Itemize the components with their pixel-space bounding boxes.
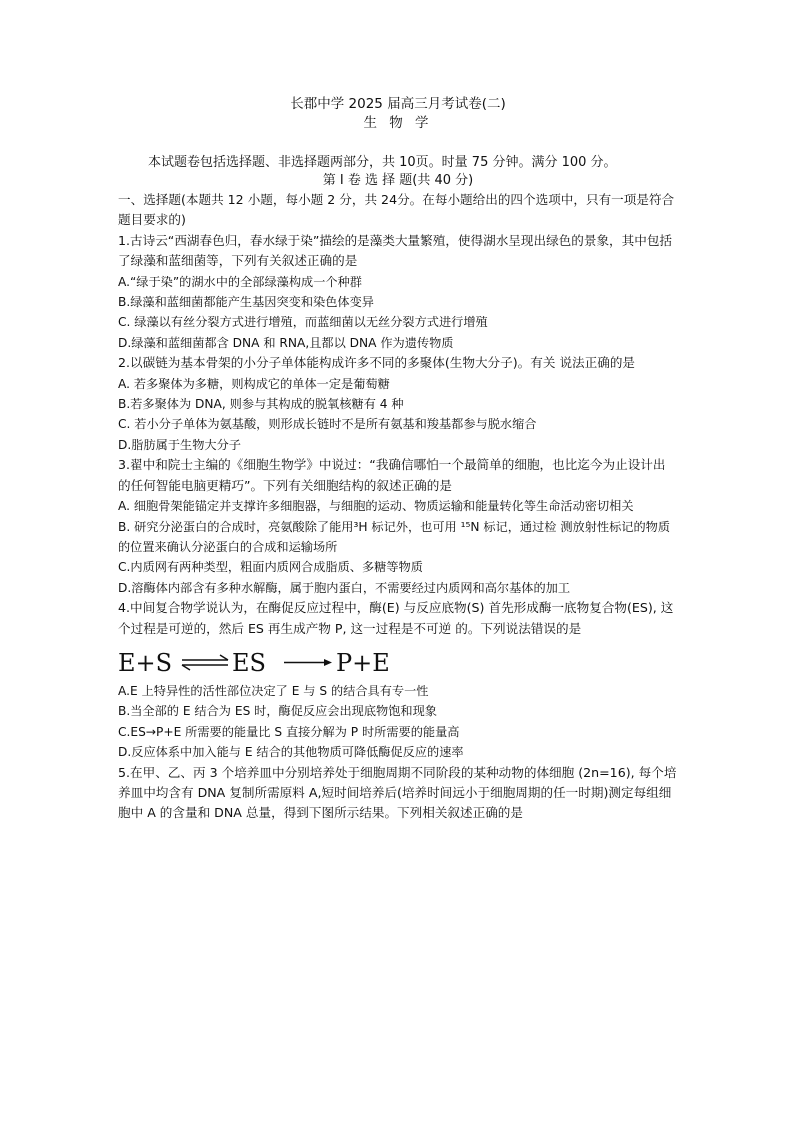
question-stem: 1.古诗云“西湖春色归，春水绿于染”描绘的是藻类大量繁殖，使得湖水呈现出绿色的景象，其中包括了绿藻和蓝细菌等，下列有关叙述正确的是 [118,232,673,269]
question-5 [118,763,678,824]
option-b: B. 研究分泌蛋白的合成时，亮氨酸除了能用³H 标记外，也可用 ¹⁵N 标记，通过检 测放射性标记的物质的位置来确认分泌蛋白的合成和运输场所 [118,519,671,554]
question-stem: 2.以碳链为基本骨架的小分子单体能构成许多不同的多聚体(生物大分子)。有关 说法正确的是 [118,355,636,371]
reaction-diagram [118,645,418,679]
exam-title: 长郡中学 2025 届高三月考试卷(二) [290,96,506,112]
question-3 [118,455,678,598]
option-a: A. 若多聚体为多糖，则构成它的单体一定是葡萄糖 [118,376,390,391]
question-stem: 3.翟中和院士主编的《细胞生物学》中说过：“我确信哪怕一个最简单的细胞，也比迄今为止设计出的任何智能电脑更精巧”。下列有关细胞结构的叙述正确的是 [118,457,666,493]
question-stem: 5.在甲、乙、丙 3 个培养皿中分别培养处于细胞周期不同阶段的某种动物的体细胞 (2n=16), 每个培养皿中均含有 DNA 复制所需原料 A,短时间培养后(培养时间远小于细胞周期的任一时期)测定每组细胞中 A 的含量和 DNA 总量，得到下图所示结果。下列相关叙述正确的是 [118,764,677,821]
question-2 [118,353,678,455]
option-a: A. 细胞骨架能锚定并支撑许多细胞器，与细胞的运动、物质运输和能量转化等生命活动密切相关 [118,499,634,514]
part1-heading: 第 I 卷 选 择 题(共 40 分) [322,173,474,188]
exam-subject: 生 物 学 [363,115,433,131]
option-b: B.若多聚体为 DNA, 则参与其构成的脱氧核糖有 4 种 [118,397,404,412]
enzyme-reaction-equation [118,645,678,679]
option-d: D.绿藻和蓝细菌都含 DNA 和 RNA,且都以 DNA 作为遗传物质 [118,335,454,350]
option-c: C. 绿藻以有丝分裂方式进行增殖，而蓝细菌以无丝分裂方式进行增殖 [118,315,488,330]
option-d: D.脂肪属于生物大分子 [118,437,241,452]
option-c: C.ES→P+E 所需要的能量比 S 直接分解为 P 时所需要的能量高 [118,724,460,739]
forward-arrow-icon [284,659,332,666]
reaction-left: E+S [118,648,173,677]
section1-instruction: 一、选择题(本题共 12 小题，每小题 2 分，共 24分。在每小题给出的四个选项中，只有一项是符合题目要求的) [118,192,675,228]
option-a: A.E 上特异性的活性部位决定了 E 与 S 的结合具有专一性 [118,683,429,698]
question-stem: 4.中间复合物学说认为，在酶促反应过程中，酶(E) 与反应底物(S) 首先形成酶一底物复合物(ES), 这个过程是可逆的，然后 ES 再生成产物 P, 这一过程是不可逆 的。下列说法错误的是 [118,600,674,636]
option-b: B.当全部的 E 结合为 ES 时，酶促反应会出现底物饱和现象 [118,704,437,719]
reversible-arrow-icon [182,655,228,670]
reaction-right: P+E [336,648,390,677]
reaction-middle: ES [232,648,266,677]
option-d: D.反应体系中加入能与 E 结合的其他物质可降低酶促反应的速率 [118,745,464,760]
option-c: C. 若小分子单体为氨基酸，则形成长链时不是所有氨基和羧基都参与脱水缩合 [118,417,537,432]
option-c: C.内质网有两种类型，粗面内质网合成脂质、多糖等物质 [118,560,423,575]
exam-intro: 本试题卷包括选择题、非选择题两部分，共 10页。时量 75 分钟。满分 100 分。 [148,155,617,170]
question-1 [118,231,678,353]
question-4 [118,598,678,762]
option-d: D.溶酶体内部含有多种水解酶，属于胞内蛋白，不需要经过内质网和高尔基体的加工 [118,580,571,595]
exam-page [118,95,678,824]
option-a: A.“绿于染”的湖水中的全部绿藻构成一个种群 [118,274,362,289]
option-b: B.绿藻和蓝细菌都能产生基因突变和染色体变异 [118,295,374,310]
